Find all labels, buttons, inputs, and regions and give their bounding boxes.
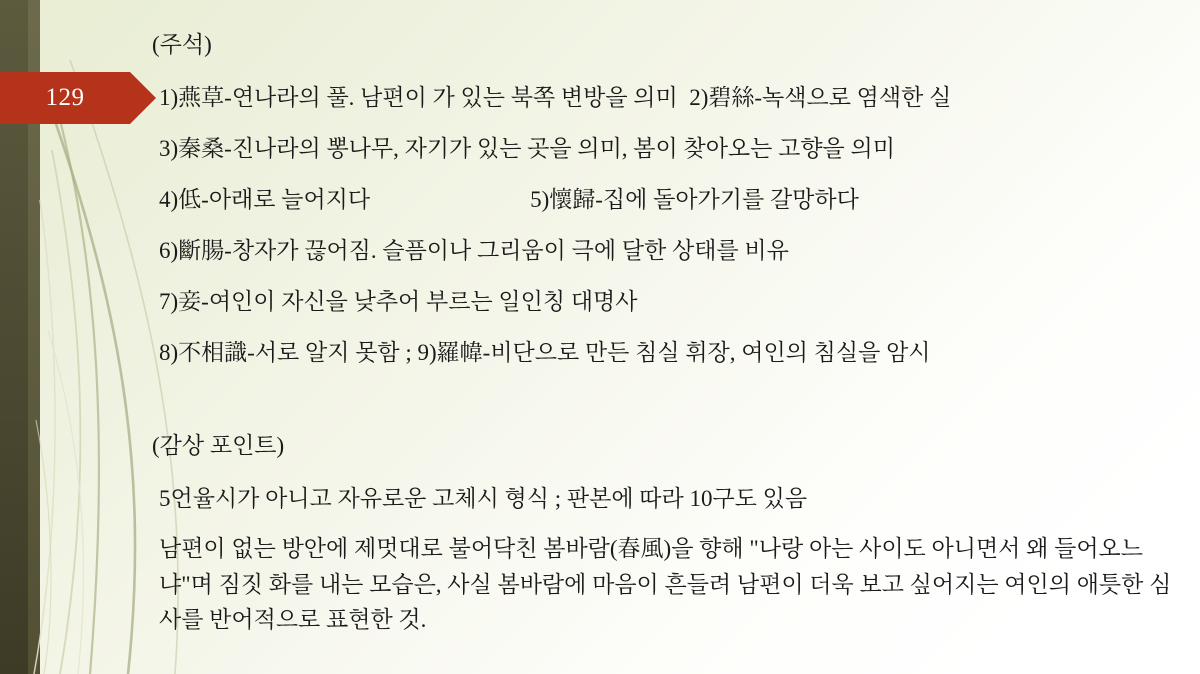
note-entry-7: 8)不相識-서로 알지 못함 ; 9)羅幃-비단으로 만든 침실 휘장, 여인의 침실을 암시 [159,340,931,365]
note-entry-row-3 [152,181,1172,214]
slide-content [152,26,1172,638]
note-entry-5: 6)斷腸-창자가 끊어짐. 슬픔이나 그리움이 극에 달한 상태를 비유 [159,238,789,263]
notes-heading: (주석) [152,32,212,57]
appreciation-line-1: 5언율시가 아니고 자유로운 고체시 형식 ; 판본에 따라 10구도 있음 [159,486,808,511]
note-entry-4: 5)懷歸-집에 돌아가기를 갈망하다 [530,187,859,212]
note-entry-6: 7)妾-여인이 자신을 낮추어 부르는 일인칭 대명사 [159,289,638,314]
note-entry-3: 4)低-아래로 늘어지다 [159,187,371,212]
page-number: 129 [45,84,85,111]
page-number-ribbon [0,72,160,124]
note-entry-2: 3)秦桑-진나라의 뽕나무, 자기가 있는 곳을 의미, 봄이 찾아오는 고향을 의미 [159,136,895,161]
note-entry-1: 1)燕草-연나라의 풀. 남편이 가 있는 북쪽 변방을 의미 2)碧絲-녹색으로 염색한 실 [159,85,952,110]
section-gap [152,385,1172,427]
appreciation-heading: (감상 포인트) [152,433,285,458]
appreciation-paragraph: 남편이 없는 방안에 제멋대로 불어닥친 봄바람(春風)을 향해 "나랑 아는 사이도 아니면서 왜 들어오느냐"며 짐짓 화를 내는 모습은, 사실 봄바람에 마음이 흔들려 남편이 더욱 보고 싶어지는 여인의 애틋한 심사를 반어적으로 표현한 것. [159,536,1172,633]
